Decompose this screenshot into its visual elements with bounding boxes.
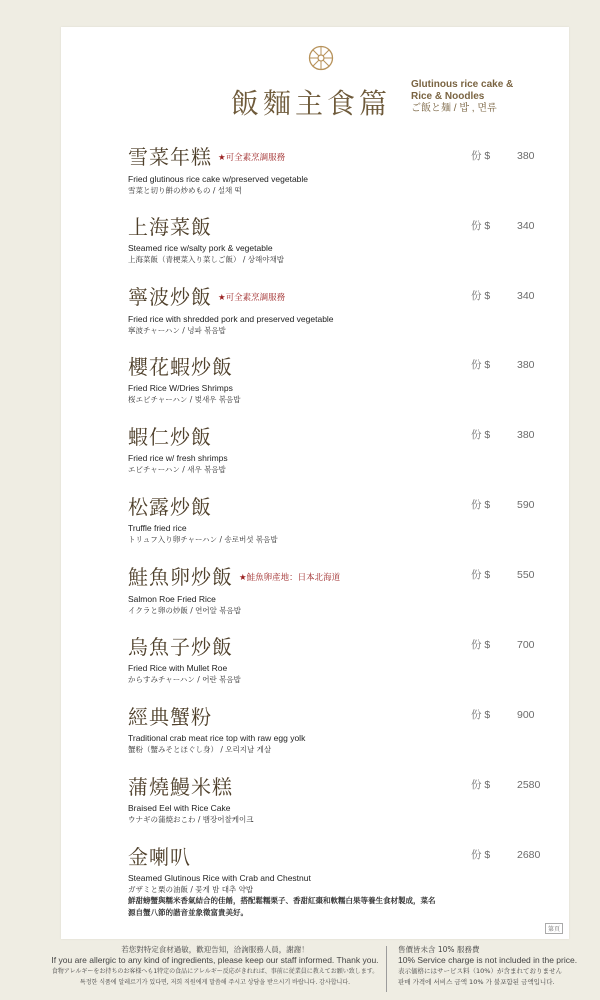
item-note: ★鮭魚卵產地：日本北海道 bbox=[239, 573, 341, 583]
price-unit: 份 $ bbox=[471, 429, 491, 441]
allergy-notice bbox=[50, 944, 380, 988]
price-value: 380 bbox=[517, 429, 535, 441]
wheel-emblem-icon bbox=[308, 45, 334, 71]
price-value: 2680 bbox=[517, 849, 541, 861]
price-value: 550 bbox=[517, 569, 535, 581]
item-name-jp-kr: イクラと卵の炒飯 / 연어알 볶음밥 bbox=[128, 606, 241, 615]
price-value: 340 bbox=[517, 290, 535, 302]
item-price bbox=[471, 777, 561, 792]
price-unit: 份 $ bbox=[471, 779, 491, 791]
item-price bbox=[471, 637, 561, 652]
footer bbox=[0, 944, 600, 1000]
item-name: 櫻花蝦炒飯 bbox=[128, 355, 233, 379]
price-unit: 份 $ bbox=[471, 150, 491, 162]
price-value: 340 bbox=[517, 220, 535, 232]
item-name-jp-kr: 桜エビチャーハン / 벚새우 볶음밥 bbox=[128, 395, 241, 404]
item-price bbox=[471, 497, 561, 512]
item-name-en: Fried Rice W/Dries Shrimps bbox=[128, 383, 233, 393]
item-name-jp-kr: 雪菜と切り餅の炒めもの / 설채 떡 bbox=[128, 186, 242, 195]
allergy-notice-en: If you are allergic to any kind of ingredients, please keep our staff informed. Thank you. bbox=[51, 955, 379, 965]
page-stamp: 第頁 bbox=[545, 923, 563, 934]
item-name-jp-kr: 上海菜飯（青梗菜入り菜しご飯） / 상해야채밥 bbox=[128, 255, 285, 264]
item-note: ★可全素烹調服務 bbox=[218, 293, 286, 303]
service-charge-en: 10% Service charge is not included in the price. bbox=[398, 955, 578, 965]
service-charge-jp: 表示価格にはサービス料（10%）が含まれておりません bbox=[398, 967, 562, 975]
item-name: 松露炒飯 bbox=[128, 495, 212, 519]
item-name-jp-kr: 蟹粉（蟹みそとほぐし身） / 오리지날 게살 bbox=[128, 745, 272, 754]
item-price bbox=[471, 427, 561, 442]
price-value: 700 bbox=[517, 639, 535, 651]
item-name: 烏魚子炒飯 bbox=[128, 635, 233, 659]
item-name-jp-kr: からすみチャーハン / 어란 볶음밥 bbox=[128, 675, 241, 684]
item-name: 寧波炒飯 bbox=[128, 285, 212, 309]
price-unit: 份 $ bbox=[471, 499, 491, 511]
item-name: 經典蟹粉 bbox=[128, 705, 212, 729]
item-price bbox=[471, 288, 561, 303]
page-title: 飯麵主食篇 bbox=[231, 87, 392, 120]
item-name: 金喇叭 bbox=[128, 845, 191, 869]
item-name-jp-kr: ガザミと栗の油飯 / 꽃게 밤 대추 약밥 bbox=[128, 885, 254, 894]
menu-card bbox=[61, 27, 569, 939]
price-value: 590 bbox=[517, 499, 535, 511]
allergy-notice-kr: 특정한 식품에 알레르기가 있다면, 저희 직원에게 말씀해 주시고 상담을 받으시기 바랍니다. 감사합니다. bbox=[79, 979, 351, 986]
item-name-en: Steamed Glutinous Rice with Crab and Chestnut bbox=[128, 873, 311, 883]
allergy-notice-cn: 若您對特定食材過敏，歡迎告知，洽詢服務人員，謝謝！ bbox=[121, 945, 309, 954]
item-name-en: Steamed rice w/salty pork & vegetable bbox=[128, 243, 273, 253]
item-name: 蝦仁炒飯 bbox=[128, 425, 212, 449]
item-name: 雪菜年糕 bbox=[128, 145, 212, 169]
allergy-notice-jp: 食物アレルギーをお持ちのお客様へも1特定の食品にアレルギー反応がきれれば、事前に従業員に教えてお願い致します。 bbox=[51, 968, 379, 975]
footer-divider bbox=[386, 946, 387, 992]
item-name-jp-kr: ウナギの蒲焼おこわ / 뱀장어찰케이크 bbox=[128, 815, 254, 824]
item-price bbox=[471, 707, 561, 722]
item-name-en: Fried rice with shredded pork and preserved vegetable bbox=[128, 314, 334, 324]
item-name-en: Traditional crab meat rice top with raw egg yolk bbox=[128, 733, 306, 743]
service-charge-cn: 售價皆未含 10% 服務費 bbox=[398, 945, 480, 954]
item-name-en: Braised Eel with Rice Cake bbox=[128, 803, 231, 813]
item-name-en: Fried Rice with Mullet Roe bbox=[128, 663, 228, 673]
item-name-jp-kr: トリュフ入り卵チャーハン / 송로버섯 볶음밥 bbox=[128, 535, 278, 544]
item-note: ★可全素烹調服務 bbox=[218, 153, 286, 163]
item-name: 鮭魚卵炒飯 bbox=[128, 565, 233, 589]
item-description: 鮮甜螃蟹與糯米香氣結合的佳餚，搭配鬆糯栗子、香甜紅棗和軟糯白果等養生食材製成，菜名源自蟹八節的諧音並象徵富貴美好。 bbox=[128, 896, 436, 917]
price-unit: 份 $ bbox=[471, 569, 491, 581]
price-value: 380 bbox=[517, 359, 535, 371]
page-title-translations bbox=[411, 79, 561, 115]
price-unit: 份 $ bbox=[471, 220, 491, 232]
title-en-line-2: Rice & Noodles bbox=[411, 91, 485, 102]
price-unit: 份 $ bbox=[471, 639, 491, 651]
item-name-en: Fried rice w/ fresh shrimps bbox=[128, 453, 228, 463]
item-name-jp-kr: エビチャーハン / 새우 볶음밥 bbox=[128, 465, 226, 474]
price-unit: 份 $ bbox=[471, 359, 491, 371]
service-charge-kr: 판매 가격에 서비스 금액 10% 가 불포함된 금액입니다. bbox=[398, 978, 555, 986]
price-unit: 份 $ bbox=[471, 709, 491, 721]
item-price bbox=[471, 847, 561, 862]
service-charge-notice bbox=[398, 944, 598, 988]
item-name-en: Truffle fried rice bbox=[128, 523, 187, 533]
item-name: 上海菜飯 bbox=[128, 215, 212, 239]
item-name-en: Salmon Roe Fried Rice bbox=[128, 594, 216, 604]
price-value: 380 bbox=[517, 150, 535, 162]
item-price bbox=[471, 218, 561, 233]
item-price bbox=[471, 148, 561, 163]
price-unit: 份 $ bbox=[471, 849, 491, 861]
title-sub: ご飯と麺 / 밥 , 면류 bbox=[411, 103, 497, 114]
title-en-line-1: Glutinous rice cake & bbox=[411, 79, 514, 90]
item-price bbox=[471, 567, 561, 582]
item-name: 蒲燒鰻米糕 bbox=[128, 775, 233, 799]
item-price bbox=[471, 357, 561, 372]
price-unit: 份 $ bbox=[471, 290, 491, 302]
item-name-jp-kr: 寧波チャーハン / 녕파 볶음밥 bbox=[128, 326, 226, 335]
price-value: 900 bbox=[517, 709, 535, 721]
price-value: 2580 bbox=[517, 779, 541, 791]
item-name-en: Fried glutinous rice cake w/preserved vegetable bbox=[128, 174, 309, 184]
